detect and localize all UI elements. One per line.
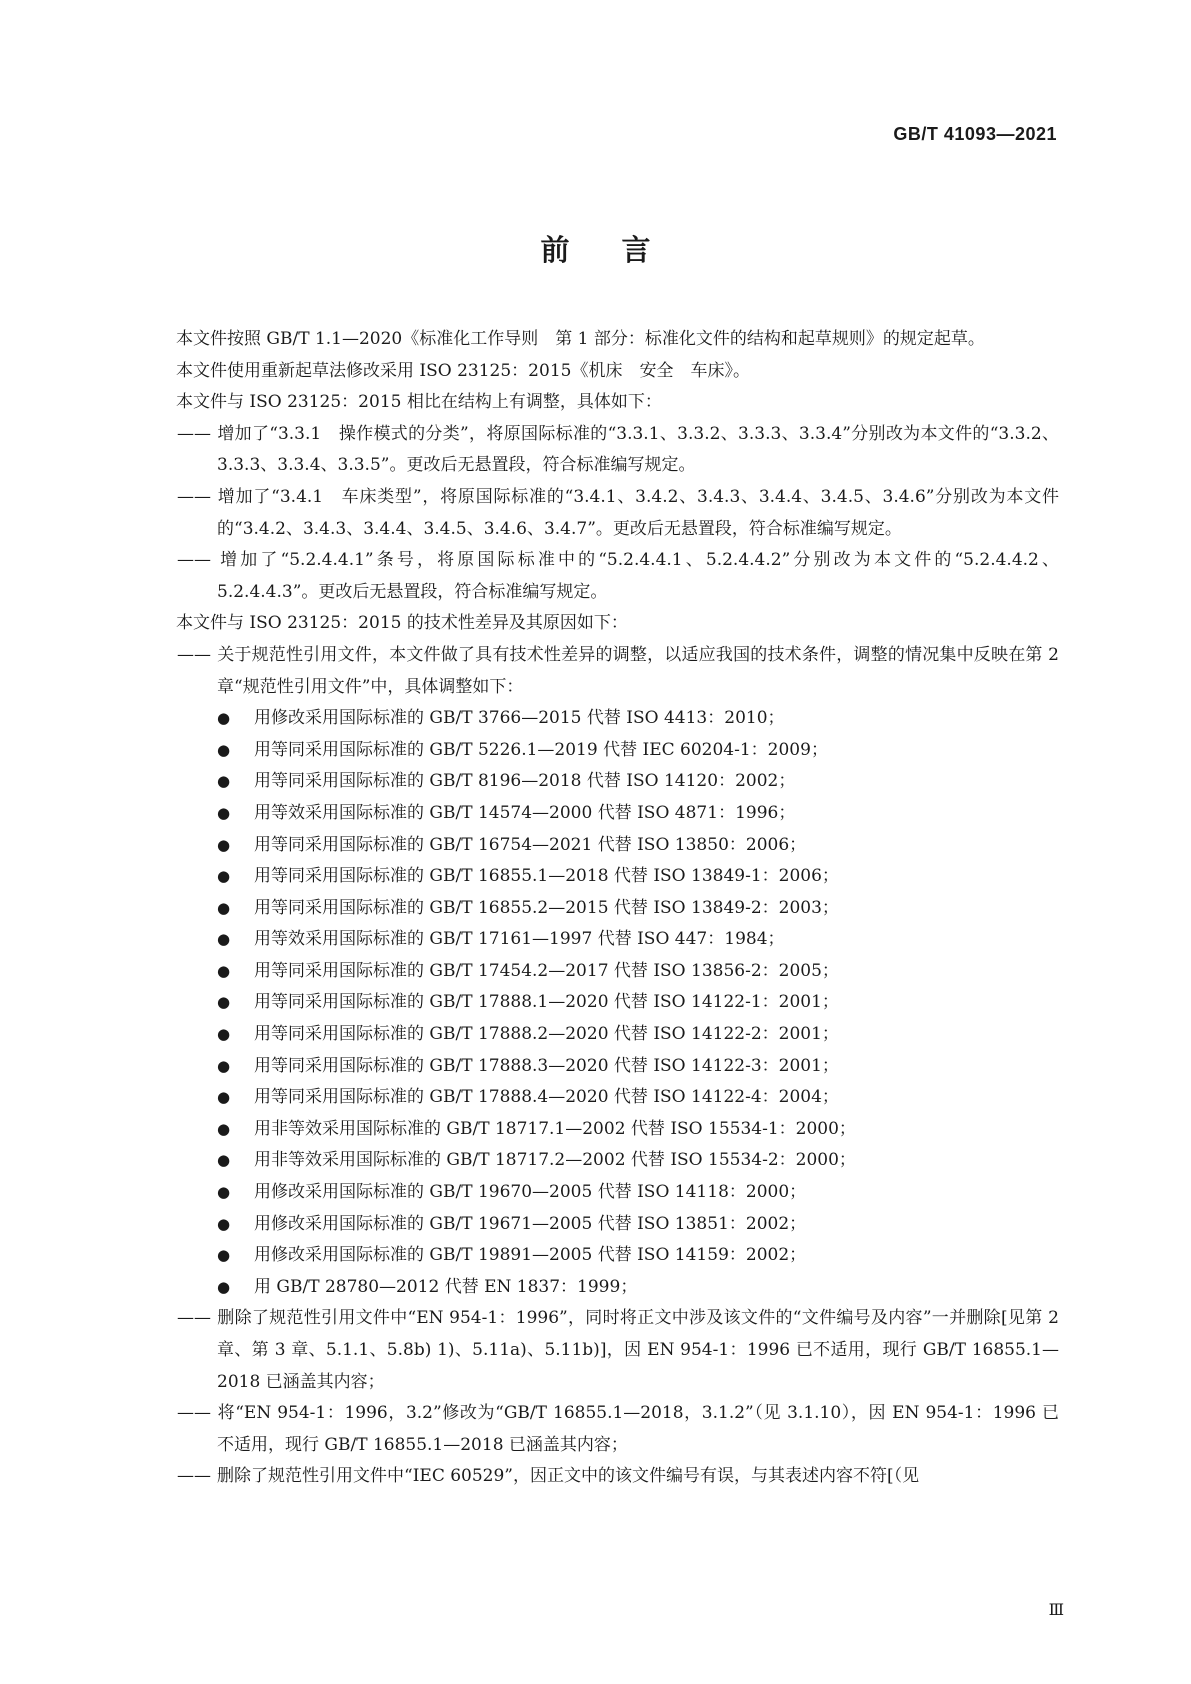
reference-item xyxy=(217,1272,1059,1304)
tech-diff-text: 删除了规范性引用文件中“IEC 60529”，因正文中的该文件编号有误，与其表述内容不符[（见 xyxy=(217,1466,920,1487)
dash-marker: —— xyxy=(177,644,211,665)
reference-item xyxy=(217,1082,1059,1114)
reference-text: 用等同采用国际标准的 GB/T 17888.2—2020 代替 ISO 14122-2：2001； xyxy=(254,1024,839,1045)
reference-item xyxy=(217,987,1059,1019)
reference-text: 用修改采用国际标准的 GB/T 3766—2015 代替 ISO 4413：2010； xyxy=(254,708,785,729)
reference-text: 用等同采用国际标准的 GB/T 8196—2018 代替 ISO 14120：2002； xyxy=(254,771,796,792)
bullet-icon: ● xyxy=(217,1151,231,1170)
reference-text: 用修改采用国际标准的 GB/T 19670—2005 代替 ISO 14118：2000； xyxy=(254,1182,807,1203)
reference-text: 用等同采用国际标准的 GB/T 16754—2021 代替 ISO 13850：2006； xyxy=(254,834,807,855)
reference-item xyxy=(217,735,1059,767)
reference-text: 用等同采用国际标准的 GB/T 5226.1—2019 代替 IEC 60204-1：2009； xyxy=(254,739,828,760)
bullet-icon: ● xyxy=(217,1088,231,1107)
bullet-icon: ● xyxy=(217,709,231,728)
reference-item xyxy=(217,830,1059,862)
standard-code: GB/T 41093—2021 xyxy=(893,124,1057,144)
bullet-icon: ● xyxy=(217,835,231,854)
structure-change-text: 增加了“3.3.1 操作模式的分类”，将原国际标准的“3.3.1、3.3.2、3.3.3、3.3.4”分别改为本文件的“3.3.2、3.3.3、3.3.4、3.3.5”。更改后无悬置段，符合标准编写规定。 xyxy=(217,423,1059,476)
bullet-icon: ● xyxy=(217,1025,231,1044)
paragraph-tech-diff-intro: 本文件与 ISO 23125：2015 的技术性差异及其原因如下： xyxy=(176,613,628,634)
bullet-icon: ● xyxy=(217,772,231,791)
dash-marker: —— xyxy=(177,1466,211,1487)
bullet-icon: ● xyxy=(217,1119,231,1138)
reference-item xyxy=(217,1145,1059,1177)
reference-text: 用等同采用国际标准的 GB/T 17888.1—2020 代替 ISO 14122-1：2001； xyxy=(254,992,839,1013)
dash-marker: —— xyxy=(177,1403,211,1424)
page-title: 前言 xyxy=(540,233,703,267)
bullet-icon: ● xyxy=(217,930,231,949)
reference-text: 用修改采用国际标准的 GB/T 19891—2005 代替 ISO 14159：2002； xyxy=(254,1245,807,1266)
reference-text: 用非等效采用国际标准的 GB/T 18717.1—2002 代替 ISO 15534-1：2000； xyxy=(254,1118,856,1139)
bullet-icon: ● xyxy=(217,1056,231,1075)
page-number: Ⅲ xyxy=(1048,1600,1062,1619)
bullet-icon: ● xyxy=(217,740,231,759)
reference-list xyxy=(121,703,1059,1303)
reference-item xyxy=(217,893,1059,925)
reference-text: 用等效采用国际标准的 GB/T 17161—1997 代替 ISO 447：1984； xyxy=(254,929,785,950)
tech-diff-text: 将“EN 954-1：1996，3.2”修改为“GB/T 16855.1—2018，3.1.2”（见 3.1.10），因 EN 954-1：1996 已不适用，现行 GB/T 16855.1—2018 已涵盖其内容； xyxy=(217,1403,1059,1455)
paragraph-structure-changes-intro: 本文件与 ISO 23125：2015 相比在结构上有调整，具体如下： xyxy=(176,392,662,413)
reference-item xyxy=(217,956,1059,988)
structure-change-item xyxy=(121,482,1059,545)
reference-item xyxy=(217,1019,1059,1051)
document-body xyxy=(121,324,1059,1493)
dash-marker: —— xyxy=(177,550,211,571)
paragraph-drafting-basis: 本文件按照 GB/T 1.1—2020《标准化工作导则 第 1 部分：标准化文件的结构和起草规则》的规定起草。 xyxy=(176,329,985,349)
bullet-icon: ● xyxy=(217,898,231,917)
reference-item xyxy=(217,1051,1059,1083)
tech-diff-text: 关于规范性引用文件，本文件做了具有技术性差异的调整，以适应我国的技术条件，调整的情况集中反映在第 2 章“规范性引用文件”中，具体调整如下： xyxy=(217,644,1059,697)
dash-marker: —— xyxy=(177,1308,211,1329)
tech-diff-item xyxy=(121,640,1059,703)
tech-diff-text: 删除了规范性引用文件中“EN 954-1：1996”，同时将正文中涉及该文件的“文件编号及内容”一并删除[见第 2 章、第 3 章、5.1.1、5.8b) 1)、5.11a)、5.11b)]，因 EN 954-1：1996 已不适用，现行 GB/T 16855.1—2018 已涵盖其内容； xyxy=(217,1308,1059,1392)
reference-item xyxy=(217,1177,1059,1209)
dash-marker: —— xyxy=(177,423,211,444)
reference-text: 用非等效采用国际标准的 GB/T 18717.2—2002 代替 ISO 15534-2：2000； xyxy=(254,1150,856,1171)
reference-text: 用等效采用国际标准的 GB/T 14574—2000 代替 ISO 4871：1996； xyxy=(254,802,796,823)
structure-change-text: 增加了“3.4.1 车床类型”，将原国际标准的“3.4.1、3.4.2、3.4.3、3.4.4、3.4.5、3.4.6”分别改为本文件的“3.4.2、3.4.3、3.4.4、3.4.5、3.4.6、3.4.7”。更改后无悬置段，符合标准编写规定。 xyxy=(217,486,1059,539)
paragraph-adoption-method: 本文件使用重新起草法修改采用 ISO 23125：2015《机床 安全 车床》。 xyxy=(176,360,750,381)
bullet-icon: ● xyxy=(217,1277,231,1296)
tech-diff-item xyxy=(121,1461,1059,1493)
tech-diff-item xyxy=(121,1398,1059,1461)
structure-change-item xyxy=(121,419,1059,482)
reference-item xyxy=(217,861,1059,893)
reference-item xyxy=(217,1209,1059,1241)
bullet-icon: ● xyxy=(217,803,231,822)
reference-text: 用等同采用国际标准的 GB/T 16855.2—2015 代替 ISO 13849-2：2003； xyxy=(254,897,839,918)
reference-text: 用等同采用国际标准的 GB/T 17888.4—2020 代替 ISO 14122-4：2004； xyxy=(254,1087,839,1108)
reference-text: 用 GB/T 28780—2012 代替 EN 1837：1999； xyxy=(254,1276,638,1297)
reference-text: 用等同采用国际标准的 GB/T 16855.1—2018 代替 ISO 13849-1：2006； xyxy=(254,866,839,887)
reference-item xyxy=(217,703,1059,735)
structure-change-item xyxy=(121,545,1059,608)
reference-text: 用等同采用国际标准的 GB/T 17454.2—2017 代替 ISO 13856-2：2005； xyxy=(254,960,839,981)
reference-item xyxy=(217,766,1059,798)
tech-diff-item xyxy=(121,1303,1059,1398)
bullet-icon: ● xyxy=(217,1183,231,1202)
reference-item xyxy=(217,924,1059,956)
bullet-icon: ● xyxy=(217,993,231,1012)
structure-change-text: 增加了“5.2.4.4.1”条号，将原国际标准中的“5.2.4.4.1、5.2.4.4.2”分别改为本文件的“5.2.4.4.2、5.2.4.4.3”。更改后无悬置段，符合标准编写规定。 xyxy=(217,550,1059,602)
reference-item xyxy=(217,798,1059,830)
bullet-icon: ● xyxy=(217,867,231,886)
reference-item xyxy=(217,1114,1059,1146)
bullet-icon: ● xyxy=(217,1246,231,1265)
dash-marker: —— xyxy=(177,486,211,507)
reference-text: 用等同采用国际标准的 GB/T 17888.3—2020 代替 ISO 14122-3：2001； xyxy=(254,1055,839,1076)
bullet-icon: ● xyxy=(217,961,231,980)
reference-text: 用修改采用国际标准的 GB/T 19671—2005 代替 ISO 13851：2002； xyxy=(254,1213,807,1234)
reference-item xyxy=(217,1240,1059,1272)
bullet-icon: ● xyxy=(217,1214,231,1233)
